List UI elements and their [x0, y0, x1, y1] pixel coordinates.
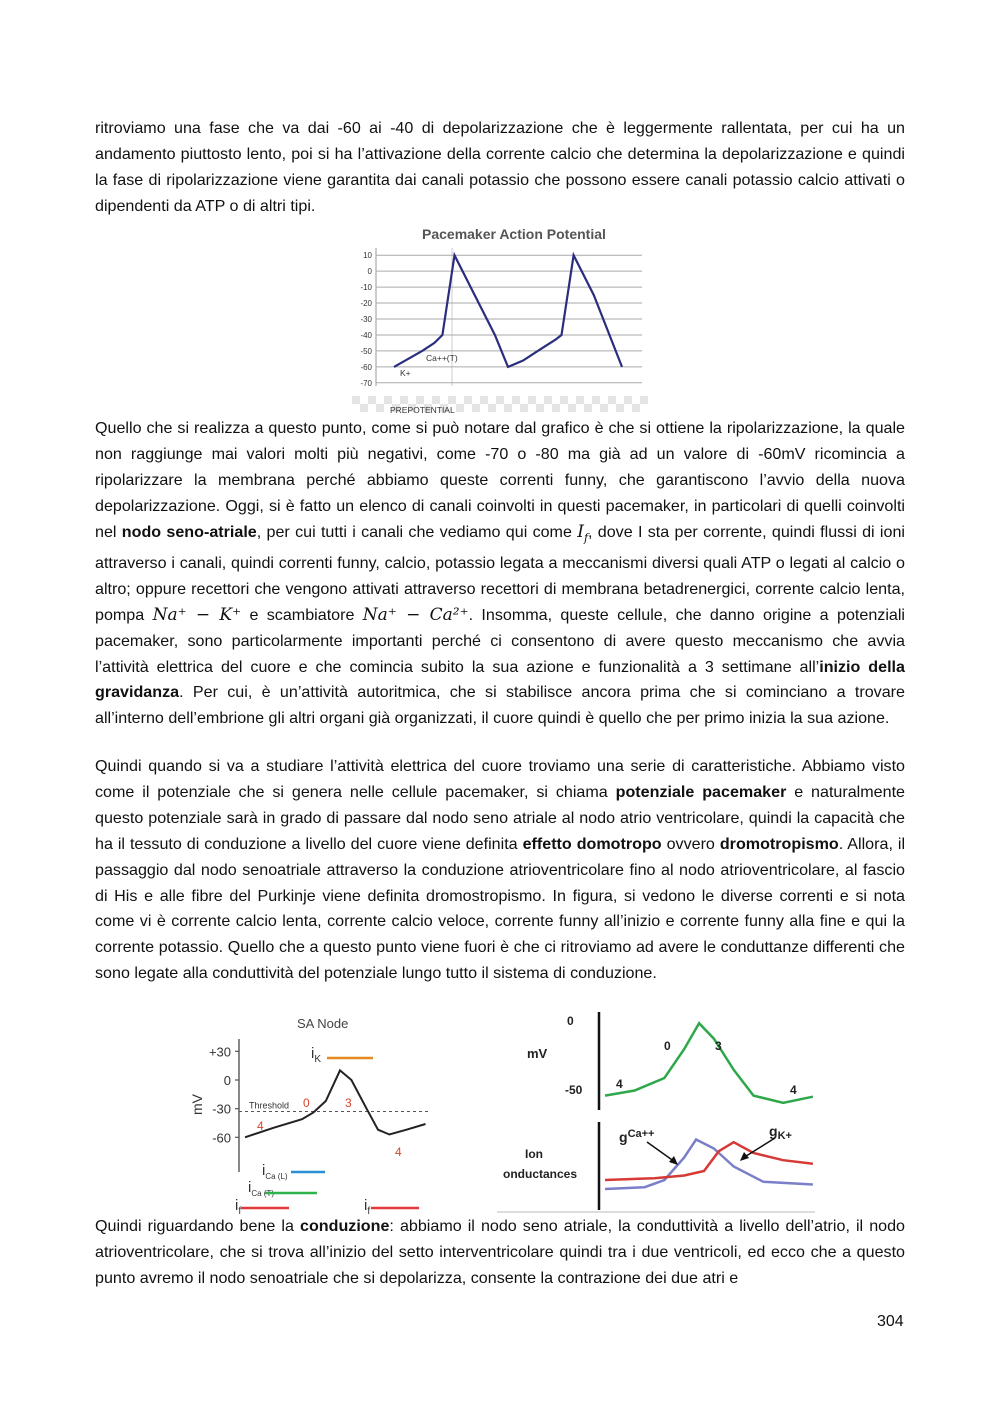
- math-if: $I_f$: [577, 521, 589, 545]
- gk-line: [605, 1142, 813, 1180]
- gk-arrowhead: [740, 1152, 749, 1161]
- phase-label: 0: [303, 1096, 310, 1110]
- bottom-y-label-line2: onductances: [503, 1167, 578, 1181]
- paragraph-4: [95, 1214, 905, 1292]
- checker-cell: [520, 404, 528, 412]
- checker-cell: [472, 404, 480, 412]
- gca-label: $g^{Ca++}$: [619, 1128, 655, 1145]
- tick-0: 0: [567, 1014, 574, 1028]
- gca-arrow: [647, 1142, 675, 1162]
- bold-term: dromotropismo: [719, 834, 839, 853]
- math-exchanger: Na⁺ − Ca²⁺: [362, 604, 469, 625]
- current-label: $i_{Ca (L)}$: [262, 1162, 288, 1181]
- paragraph-3: [95, 754, 905, 987]
- y-tick-label: -20: [360, 299, 372, 309]
- checker-cell: [448, 396, 456, 404]
- conductance-chart: [497, 1010, 815, 1215]
- y-tick-label: -60: [360, 362, 372, 372]
- y-tick-label: -30: [212, 1101, 231, 1117]
- checker-cell: [528, 396, 536, 404]
- sa-node-chart: [185, 1012, 435, 1214]
- threshold-label: Threshold: [249, 1100, 290, 1111]
- checker-cell: [400, 396, 408, 404]
- y-tick-label: -30: [360, 315, 372, 324]
- y-tick-label: 0: [367, 267, 372, 277]
- sa-y-label: mV: [189, 1094, 205, 1115]
- y-tick-label: -70: [360, 378, 372, 388]
- checker-cell: [544, 396, 552, 404]
- pacemaker-chart: [352, 220, 648, 415]
- text: e naturalmente questo potenziale sarà in grado di passare dal nodo seno atriale al nodo atrio ventricolare, quindi la capacità che ha il tessuto di conduzione a livello del cuore viene definita: [95, 782, 905, 853]
- checker-cell: [376, 404, 384, 412]
- checker-cell: [608, 396, 616, 404]
- y-tick-label: -60: [212, 1130, 231, 1146]
- checker-cell: [584, 404, 592, 412]
- text: Quello che si realizza a questo punto, come si può notare dal grafico è che si ottiene la ripolarizzazione, la quale non raggiunge mai valori molti più negativi, come -70 o -80 ma già ad un valore di -60mV ricomincia a ripolarizzare la membrana perché abbiamo queste correnti funny, che garantiscono l’avvio della nuova depolarizzazione. Oggi, si è fatto un elenco di canali coinvolti in questi pacemaker, in particolari di quelli coinvolti nel: [95, 419, 905, 541]
- current-label: $i_{Ca (T)}$: [248, 1179, 275, 1198]
- checker-cell: [624, 396, 632, 404]
- text: . Insomma, queste cellule, che danno origine a potenziali pacemaker, sono particolarmente importanti perché ci consentono di avere questo meccanismo che avvia l’attività elettrica del cuore e che comincia subito la sua azione e funzionalità a 3 settimane all’: [95, 605, 905, 676]
- text: Quindi quando si va a studiare l’attività elettrica del cuore troviamo una serie di caratteristiche. Abbiamo visto come il potenziale che si genera nelle cellule pacemaker, si chiama: [95, 757, 905, 801]
- sa-node-title: SA Node: [297, 1016, 349, 1031]
- y-tick-label: +30: [208, 1044, 231, 1060]
- checker-cell: [616, 404, 624, 412]
- prepotential-label: PREPOTENTIAL: [390, 405, 455, 415]
- checker-cell: [640, 396, 648, 404]
- text: . Allora, il passaggio dal nodo senoatriale attraverso la conduzione atrioventricolare fino al nodo atrioventricolare, al fascio di His e alle fibre del Purkinje viene definita dromostropismo. In figura, si vedono le diverse correnti e si nota come vi è corrente calcio lenta, corrente calcio veloce, corrente funny all’inizio e corrente funny alla fine e qui la corrente potassio. Quello che a questo punto viene fuori è che ci ritroviamo ad avere le conduttanze differenti che sono legate alla conduttività del potenziale lungo tutto il sistema di conduzione.: [95, 834, 906, 983]
- y-tick-label: 10: [363, 251, 372, 261]
- current-label: $i_f$: [235, 1197, 242, 1214]
- text: e scambiatore: [241, 605, 363, 624]
- checker-cell: [416, 396, 424, 404]
- bold-term: potenziale pacemaker: [615, 782, 787, 801]
- checker-cell: [432, 396, 440, 404]
- current-label: $i_f$: [364, 1197, 371, 1214]
- conductance-phase-labels: [616, 1039, 797, 1097]
- checker-cell: [360, 404, 368, 412]
- current-label: $i_K$: [311, 1045, 322, 1065]
- checker-cell: [352, 396, 360, 404]
- phase-label: 4: [616, 1077, 623, 1091]
- y-tick-label: 0: [223, 1073, 231, 1088]
- text: ovvero: [661, 834, 720, 853]
- checker-cell: [512, 396, 520, 404]
- bottom-y-label-line1: Ion: [525, 1147, 543, 1161]
- checker-cell: [504, 404, 512, 412]
- bold-term: effetto domotropo: [522, 834, 662, 853]
- checker-cell: [560, 396, 568, 404]
- checker-cell: [480, 396, 488, 404]
- gca-arrowhead: [669, 1156, 678, 1165]
- annotation-k: K+: [400, 368, 411, 378]
- gk-label: $g_{K+}$: [769, 1123, 792, 1142]
- phase-label: 4: [257, 1119, 264, 1133]
- checker-cell: [600, 404, 608, 412]
- checker-cell: [592, 396, 600, 404]
- page-number: 304: [877, 1313, 904, 1330]
- y-tick-label: -50: [360, 346, 372, 356]
- top-y-label: mV: [527, 1046, 548, 1061]
- annotation-ca-t: Ca++(T): [426, 353, 458, 363]
- text: Quindi riguardando bene la: [95, 1217, 300, 1235]
- checker-cell: [576, 396, 584, 404]
- y-tick-label: -10: [360, 283, 372, 293]
- checker-cell: [632, 404, 640, 412]
- bold-term: inizio della gravidanza: [95, 657, 905, 702]
- checker-cell: [496, 396, 504, 404]
- checker-cell: [456, 404, 464, 412]
- paragraph-2: [95, 416, 905, 732]
- checker-cell: [552, 404, 560, 412]
- text: , per cui tutti i canali che vediamo qui come: [256, 522, 578, 541]
- math-pump: Na⁺ − K⁺: [152, 604, 242, 625]
- phase-label: 4: [395, 1145, 402, 1159]
- tick-minus-50: -50: [565, 1083, 583, 1097]
- phase-label: 3: [715, 1039, 722, 1053]
- phase-label: 0: [664, 1039, 671, 1053]
- bold-term: nodo seno-atriale: [121, 522, 257, 541]
- paragraph-1: ritroviamo una fase che va dai -60 ai -40 di depolarizzazione che è leggermente rallentata, per cui ha un andamento piuttosto lento, poi si ha l’attivazione della corrente calcio che determina la depolarizzazione e quindi la fase di ripolarizzazione viene garantita dai canali potassio che possono essere canali potassio calcio attivati o dipendenti da ATP o di altri tipi.: [95, 119, 905, 215]
- checker-cell: [368, 396, 376, 404]
- checker-cell: [488, 404, 496, 412]
- checker-cell: [536, 404, 544, 412]
- checker-cell: [384, 396, 392, 404]
- phase-label: 4: [790, 1083, 797, 1097]
- text: . Per cui, è un’attività autoritmica, che si stabilisce ancora prima che si cominciano a trovare all’interno dell’embrione gli altri organi già organizzati, il cuore quindi è quello che per primo inizia la sua azione.: [95, 683, 905, 728]
- text: : abbiamo il nodo seno atriale, la conduttività a livello dell’atrio, il nodo atrioventricolare, che si trova all’inizio del setto interventricolare quindi tra i due ventricoli, ed ecco che a questo punto avremo il nodo senoatriale che si depolarizza, consente la contrazione dei due atri e: [95, 1217, 905, 1287]
- checker-cell: [568, 404, 576, 412]
- membrane-potential-line: [605, 1023, 813, 1103]
- text: , dove I sta per corrente, quindi flussi di ioni attraverso i canali, quindi correnti funny, calcio, potassio legata a meccanismi diversi quali ATP o legati al calcio o altro; oppure recettori che vengono attivati attraverso recettori di membrana betadrenergici, corrente calcio lenta, pompa: [95, 522, 905, 624]
- bold-term: conduzione: [300, 1217, 390, 1235]
- checker-cell: [464, 396, 472, 404]
- sa-y-ticks: [209, 1044, 239, 1145]
- y-tick-label: -40: [360, 330, 372, 340]
- phase-label: 3: [345, 1096, 352, 1110]
- pacemaker-chart-title: Pacemaker Action Potential: [422, 226, 606, 242]
